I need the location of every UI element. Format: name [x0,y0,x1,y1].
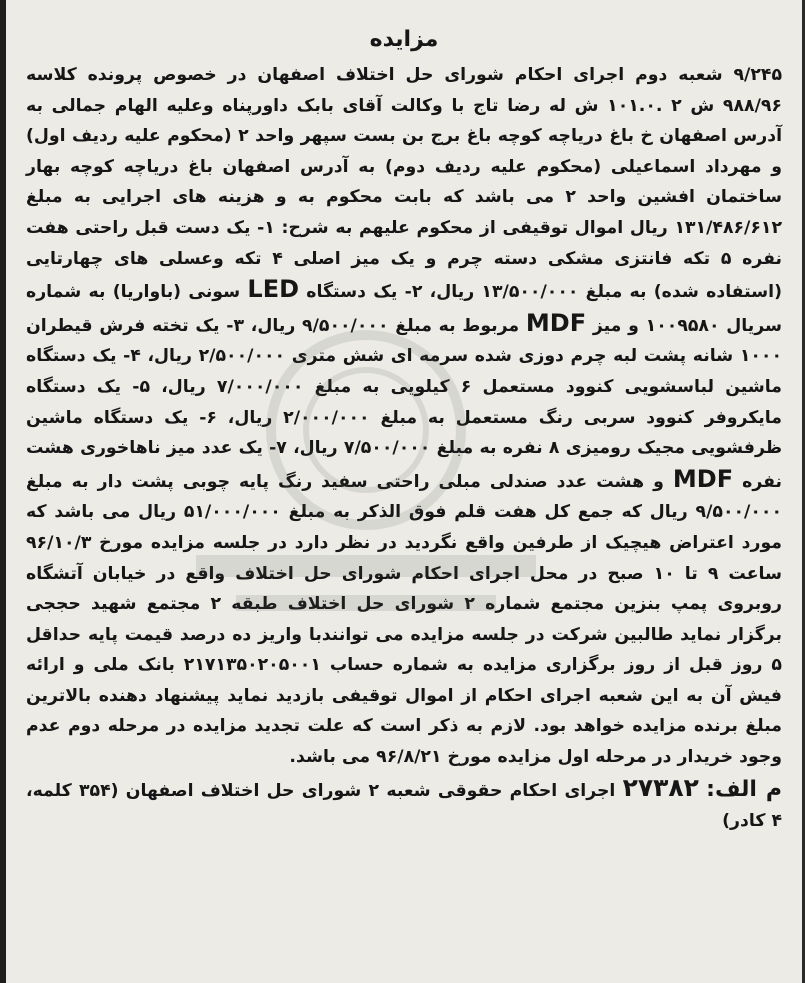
latin-term: MDF [672,464,734,493]
ad-code-number: ۲۷۳۸۲ [622,772,699,802]
notice-footer [26,773,782,837]
notice-title: مزایده [369,27,439,52]
body-text-run: ۹/۲۴۵ شعبه دوم اجرای احکام شورای حل اختلاف اصفهان در خصوص پرونده کلاسه ۹۸۸/۹۶ ش ۲ .۱۰۱.۰ ش له رضا تاج با وکالت آقای بابک داورپناه وعلیه الهام جمالی به آدرس اصفهان خ باغ دریاچه کوچه باغ برج بن بست سپهر واحد ۲ (محکوم علیه ردیف اول) و مهرداد اسماعیلی (محکوم علیه ردیف دوم) به آدرس اصفهان باغ دریاچه کوچه بهار ساختمان افشین واحد ۲ می باشد که بابت محکوم به و هزینه های اجرایی به مبلغ ۱۳۱/۴۸۶/۶۱۲ ریال اموال توقیفی از محکوم علیهم به شرح: ۱- یک دست قبل راحتی هفت نفره ۵ تکه فانتزی مشکی دسته چرم و یک میز اصلی ۴ تکه وعسلی های چهارتایی (استفاده شده) به مبلغ ۱۳/۵۰۰/۰۰۰ ریال، ۲- یک دستگاه [26,65,782,303]
ad-code-label: م الف: [706,776,782,802]
notice-body [26,60,782,773]
body-text-run: و هشت عدد صندلی مبلی راحتی سفید رنگ پایه چوبی پشت دار به مبلغ ۹/۵۰۰/۰۰۰ ریال که جمع کل هفت قلم فوق الذکر به مبلغ ۵۱/۰۰۰/۰۰۰ ریال می باشد که مورد اعتراض هیچیک از طرفین واقع نگردید در نظر دارد در جلسه مزایده مورخ ۹۶/۱۰/۳ ساعت ۹ تا ۱۰ صبح در محل اجرای احکام شورای حل اختلاف واقع در خیابان آتشگاه روبروی پمپ بنزین مجتمع شماره ۲ شورای حل اختلاف طبقه ۲ مجتمع شهید حججی برگزار نماید طالبین شرکت در جلسه مزایده می توانندبا واریز ده درصد قیمت پایه حداقل ۵ روز قبل از روز برگزاری مزایده به شماره حساب ۲۱۷۱۳۵۰۲۰۵۰۰۱ بانک ملی و ارائه فیش آن به این شعبه اجرای احکام از اموال توقیفی بازدید نماید پیشنهاد دهنده بالاترین مبلغ برنده مزایده خواهد بود. لازم به ذکر است که علت تجدید مزایده در مرحله دوم عدم وجود خریدار در مرحله اول مزایده مورخ ۹۶/۸/۲۱ می باشد. [26,471,782,768]
body-text-run: مربوط به مبلغ ۹/۵۰۰/۰۰۰ ریال، ۳- یک تخته فرش قیطران ۱۰۰۰ شانه پشت لبه چرم دوزی شده سرمه ای شش متری ۲/۵۰۰/۰۰۰ ریال، ۴- یک دستگاه ماشین لباسشویی کنوود مستعمل ۶ کیلویی به مبلغ ۷/۰۰۰/۰۰۰ ریال، ۵- یک دستگاه مایکروفر کنوود سربی رنگ مستعمل به مبلغ ۲/۰۰۰/۰۰۰ ریال، ۶- یک دستگاه ماشین ظرفشویی مجیک رومیزی ۸ نفره به مبلغ ۷/۵۰۰/۰۰۰ ریال، ۷- یک عدد میز ناهاخوری هشت نفره [26,315,783,492]
latin-term: LED [247,275,300,304]
issuer-text: اجرای احکام حقوقی شعبه ۲ شورای حل اختلاف اصفهان (۳۵۴ کلمه، ۴ کادر) [26,780,782,832]
latin-term: MDF [525,308,587,337]
body-text-run: سونی (باواریا) به شماره سریال ۱۰۰۹۵۸۰ و میز [26,282,783,336]
